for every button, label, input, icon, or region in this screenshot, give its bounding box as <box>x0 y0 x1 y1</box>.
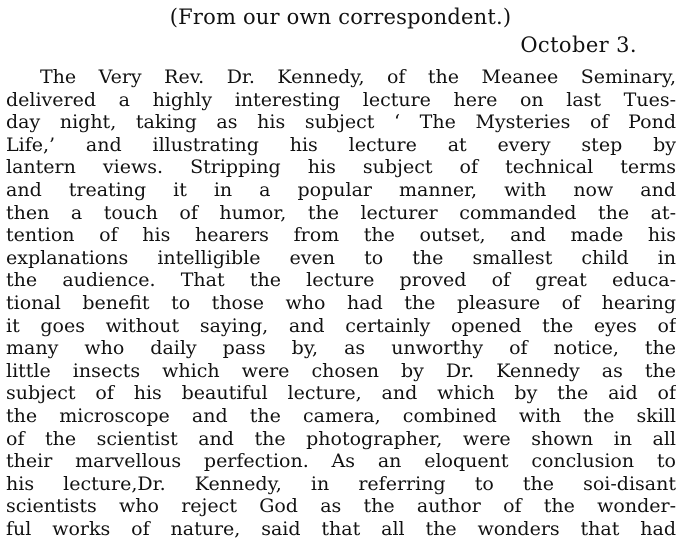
article-line: of the scientist and the photographer, were shown in all <box>6 427 676 450</box>
article-date: October 3. <box>520 33 637 57</box>
article-line: it goes without saying, and certainly opened the eyes of <box>6 314 676 337</box>
article-line: their marvellous perfection. As an eloquent conclusion to <box>6 450 676 473</box>
article-line: lantern views. Stripping his subject of technical terms <box>6 156 676 179</box>
article-line: explanations intelligible even to the smallest child in <box>6 246 676 269</box>
article-line: scientists who reject God as the author of the wonder- <box>6 495 676 518</box>
article-line: the microscope and the camera, combined with the skill <box>6 404 676 427</box>
article-line: ful works of nature, said that all the wonders that had <box>6 517 676 540</box>
article-line: tention of his hearers from the outset, and made his <box>6 224 676 247</box>
article-line: and treating it in a popular manner, with now and <box>6 178 676 201</box>
article-line: The Very Rev. Dr. Kennedy, of the Meanee Seminary, <box>40 66 676 88</box>
article-line: delivered a highly interesting lecture here on last Tues- <box>6 88 676 111</box>
article-line: then a touch of humor, the lecturer commanded the at- <box>6 201 676 224</box>
article-line: the audience. That the lecture proved of great educa- <box>6 269 676 292</box>
article-line: little insects which were chosen by Dr. Kennedy as the <box>6 359 676 382</box>
article-line: many who daily pass by, as unworthy of notice, the <box>6 337 676 360</box>
article-body <box>6 66 676 540</box>
correspondent-header: (From our own correspondent.) <box>169 5 512 29</box>
article-line: day night, taking as his subject ‘ The Mysteries of Pond <box>6 111 676 134</box>
article-line: his lecture,Dr. Kennedy, in referring to the soi-disant <box>6 472 676 495</box>
article-line: Life,’ and illustrating his lecture at every step by <box>6 133 676 156</box>
article-line: tional benefit to those who had the pleasure of hearing <box>6 291 676 314</box>
article-line: subject of his beautiful lecture, and which by the aid of <box>6 382 676 405</box>
